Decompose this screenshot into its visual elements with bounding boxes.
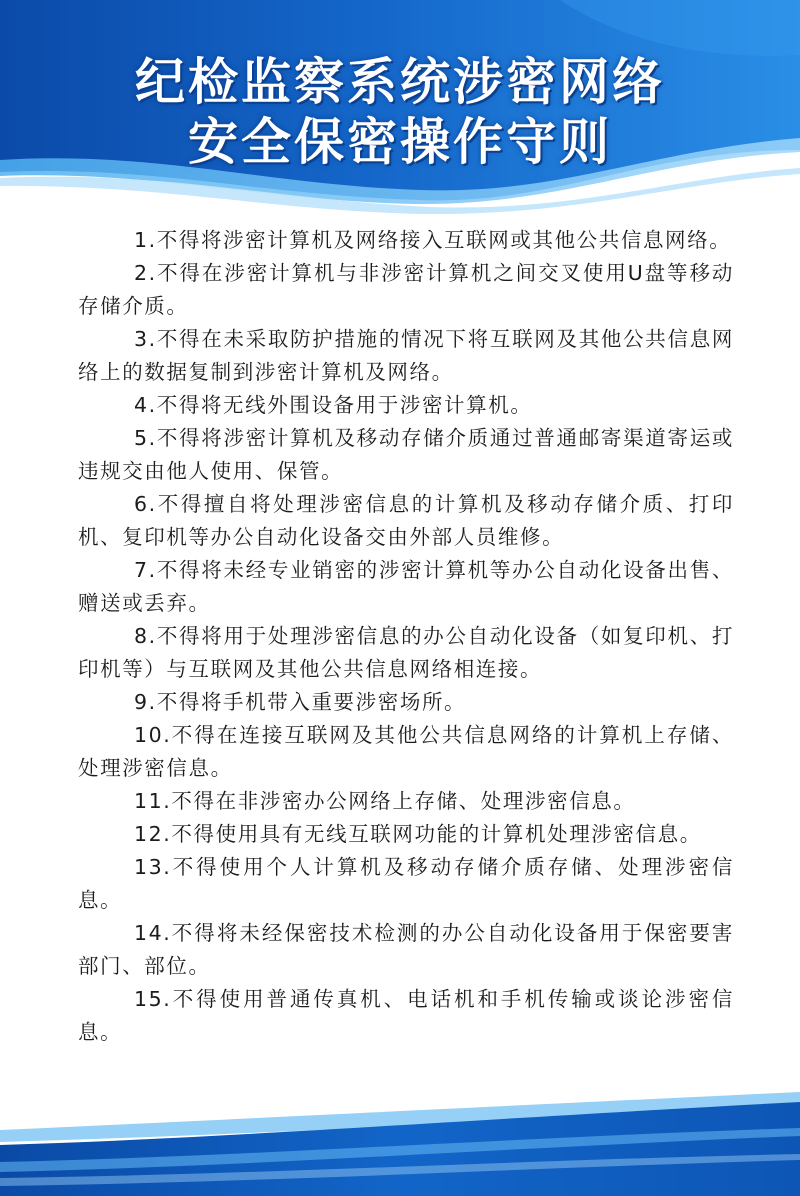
rule-item: 2.不得在涉密计算机与非涉密计算机之间交叉使用U盘等移动存储介质。 <box>78 261 734 318</box>
rule-item: 3.不得在未采取防护措施的情况下将互联网及其他公共信息网络上的数据复制到涉密计算机及网络。 <box>78 327 734 384</box>
rule-item: 10.不得在连接互联网及其他公共信息网络的计算机上存储、处理涉密信息。 <box>78 723 734 780</box>
poster-title-line-1: 纪检监察系统涉密网络 <box>135 53 665 111</box>
rule-item: 6.不得擅自将处理涉密信息的计算机及移动存储介质、打印机、复印机等办公自动化设备交由外部人员维修。 <box>78 492 734 549</box>
rule-item: 8.不得将用于处理涉密信息的办公自动化设备（如复印机、打印机等）与互联网及其他公共信息网络相连接。 <box>78 624 734 681</box>
rule-item: 13.不得使用个人计算机及移动存储介质存储、处理涉密信息。 <box>78 855 734 912</box>
rule-item: 4.不得将无线外围设备用于涉密计算机。 <box>134 393 533 417</box>
rule-item: 9.不得将手机带入重要涉密场所。 <box>134 690 467 714</box>
rule-item: 11.不得在非涉密办公网络上存储、处理涉密信息。 <box>134 789 636 813</box>
rules-list <box>78 224 734 1049</box>
footer-wave-background <box>0 1090 800 1196</box>
rule-item: 5.不得将涉密计算机及移动存储介质通过普通邮寄渠道寄运或违规交由他人使用、保管。 <box>78 426 734 483</box>
rule-item: 7.不得将未经专业销密的涉密计算机等办公自动化设备出售、赠送或丢弃。 <box>78 558 734 615</box>
rule-item: 12.不得使用具有无线互联网功能的计算机处理涉密信息。 <box>134 822 702 846</box>
rule-item: 15.不得使用普通传真机、电话机和手机传输或谈论涉密信息。 <box>78 987 734 1044</box>
rule-item: 1.不得将涉密计算机及网络接入互联网或其他公共信息网络。 <box>134 228 732 252</box>
rule-item: 14.不得将未经保密技术检测的办公自动化设备用于保密要害部门、部位。 <box>78 921 734 978</box>
poster-title-line-2: 安全保密操作守则 <box>188 113 612 171</box>
